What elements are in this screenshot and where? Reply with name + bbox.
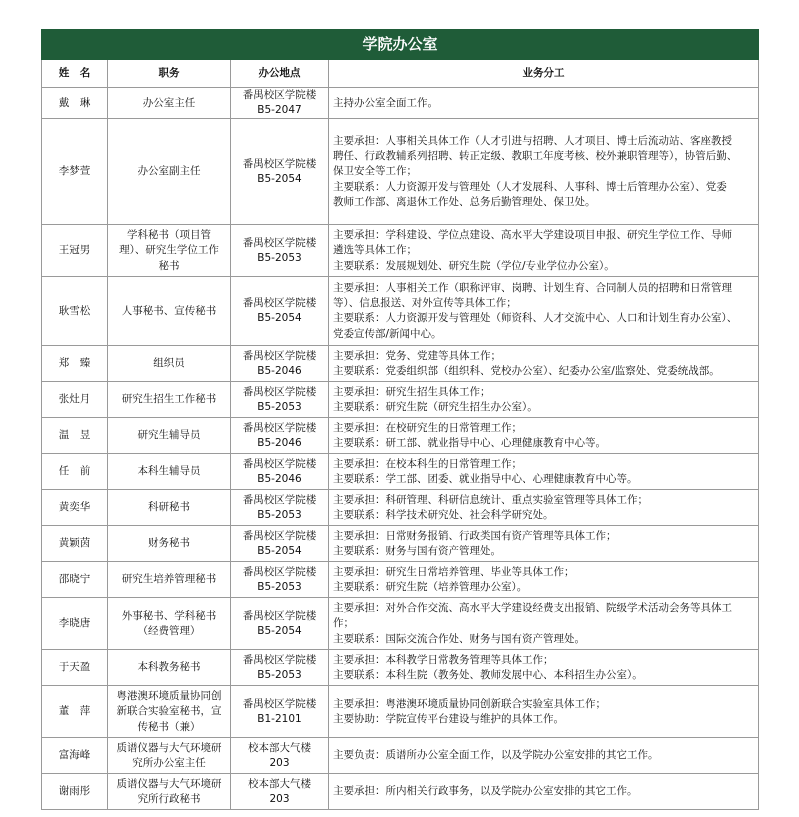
table-row: [42, 346, 759, 382]
duty-line: 作；: [333, 617, 354, 630]
duty-description: [329, 562, 759, 598]
staff-name: 黄奕华: [42, 490, 108, 526]
location-line: B5-2053: [257, 580, 302, 593]
office-location: [231, 490, 329, 526]
duty-line: 主要承担：人事相关工作（职称评审、岗聘、计划生育、合同制人员的招聘和日常管理: [333, 282, 732, 294]
duty-line: 主要负责：质谱所办公室全面工作，以及学院办公室安排的其它工作。: [333, 749, 659, 762]
location-line: 番禺校区学院楼: [242, 653, 317, 666]
duty-line: 主要联系：研工部、就业指导中心、心理健康教育中心等。: [333, 436, 606, 449]
duty-line: 主要承担：人事相关具体工作（人才引进与招聘、人才项目、博士后流动站、客座教授: [333, 134, 732, 147]
table-body: [42, 88, 759, 810]
location-line: 番禺校区学院楼: [242, 697, 317, 710]
staff-name: 邵晓宁: [42, 562, 108, 598]
office-location: [231, 418, 329, 454]
office-location: [231, 382, 329, 418]
duty-line: 主要联系：研究生院（研究生招生办公室）。: [333, 400, 538, 413]
staff-position: 研究生培养管理秘书: [108, 562, 231, 598]
duty-line: 主要承担：日常财务报销、行政类国有资产管理等具体工作；: [333, 529, 617, 542]
location-line: 校本部大气楼: [248, 741, 311, 754]
office-staff-table: [41, 29, 759, 810]
table-row: [42, 738, 759, 774]
location-line: B5-2053: [257, 508, 302, 521]
staff-position: 质谱仪器与大气环境研究所办公室主任: [108, 738, 231, 774]
duty-line: 教师工作部、离退休工作处、总务后勤管理处、保卫处。: [333, 195, 596, 208]
location-line: 番禺校区学院楼: [242, 236, 317, 249]
location-line: 校本部大气楼: [248, 777, 311, 790]
duty-line: 主要联系：发展规划处、研究生院（学位/专业学位办公室）。: [333, 259, 615, 272]
duty-description: [329, 454, 759, 490]
staff-position: 科研秘书: [108, 490, 231, 526]
location-line: 番禺校区学院楼: [242, 565, 317, 578]
table-row: [42, 277, 759, 346]
location-line: 番禺校区学院楼: [242, 157, 317, 170]
location-line: 番禺校区学院楼: [242, 529, 317, 542]
duty-description: [329, 418, 759, 454]
duty-line: 主要承担：所内相关行政事务，以及学院办公室安排的其它工作。: [333, 785, 638, 798]
location-line: 203: [269, 756, 290, 769]
location-line: 203: [269, 792, 290, 805]
duty-line: 主要承担：学科建设、学位点建设、高水平大学建设项目申报、研究生学位工作、导师: [333, 229, 732, 242]
duty-line: 主要承担：对外合作交流、高水平大学建设经费支出报销、院级学术活动会务等具体工: [333, 602, 732, 615]
staff-name: 郑 臻: [42, 346, 108, 382]
duty-line: 主要承担：粤港澳环境质量协同创新联合实验室具体工作；: [333, 697, 606, 710]
office-location: [231, 277, 329, 346]
staff-name: 董 萍: [42, 686, 108, 738]
duty-line: 主要联系：研究生院（培养管理办公室）。: [333, 580, 528, 593]
staff-position: 外事秘书、学科秘书（经费管理）: [108, 598, 231, 650]
staff-position: 组织员: [108, 346, 231, 382]
duty-line: 遴选等具体工作；: [333, 244, 417, 257]
location-line: 番禺校区学院楼: [242, 385, 317, 398]
duty-description: [329, 738, 759, 774]
table-row: [42, 418, 759, 454]
duty-line: 主要联系：党委组织部（组织科、党校办公室）、纪委办公室/监察处、党委统战部。: [333, 364, 720, 377]
duty-line: 主要联系：科学技术研究处、社会科学研究处。: [333, 508, 554, 521]
duty-description: [329, 382, 759, 418]
duty-line: 主要承担：本科教学日常教务管理等具体工作；: [333, 653, 554, 666]
staff-position: 办公室副主任: [108, 119, 231, 225]
table-row: [42, 88, 759, 119]
staff-name: 任 前: [42, 454, 108, 490]
staff-name: 黄颖茵: [42, 526, 108, 562]
office-location: [231, 650, 329, 686]
office-location: [231, 454, 329, 490]
duty-line: 党委宣传部/新闻中心。: [333, 327, 442, 340]
table-row: [42, 562, 759, 598]
duty-description: [329, 650, 759, 686]
duty-line: 主要联系：财务与国有资产管理处。: [333, 544, 501, 557]
duty-description: [329, 526, 759, 562]
staff-position: 粤港澳环境质量协同创新联合实验室秘书，宣传秘书（兼）: [108, 686, 231, 738]
staff-position: 办公室主任: [108, 88, 231, 119]
staff-position: 学科秘书（项目管理）、研究生学位工作秘书: [108, 225, 231, 277]
duty-description: [329, 346, 759, 382]
office-table-container: [41, 29, 758, 810]
location-line: B5-2046: [257, 436, 302, 449]
location-line: B5-2054: [257, 624, 302, 637]
duty-line: 主持办公室全面工作。: [333, 96, 438, 109]
staff-name: 于天盈: [42, 650, 108, 686]
duty-line: 主要联系：学工部、团委、就业指导中心、心理健康教育中心等。: [333, 472, 638, 485]
location-line: 番禺校区学院楼: [242, 493, 317, 506]
staff-position: 研究生辅导员: [108, 418, 231, 454]
location-line: 番禺校区学院楼: [242, 421, 317, 434]
header-duties: 业务分工: [329, 60, 759, 88]
location-line: B5-2046: [257, 364, 302, 377]
duty-line: 主要承担：党务、党建等具体工作；: [333, 349, 501, 362]
office-location: [231, 774, 329, 810]
staff-name: 王冠男: [42, 225, 108, 277]
duty-line: 主要联系：本科生院（教务处、教师发展中心、本科招生办公室）。: [333, 668, 643, 681]
duty-line: 主要联系：人力资源开发与管理处（人才发展科、人事科、博士后管理办公室）、党委: [333, 180, 727, 193]
header-name: 姓 名: [42, 60, 108, 88]
staff-position: 本科教务秘书: [108, 650, 231, 686]
staff-name: 温 昱: [42, 418, 108, 454]
table-row: [42, 686, 759, 738]
location-line: B5-2047: [257, 104, 302, 117]
duty-description: [329, 598, 759, 650]
staff-position: 质谱仪器与大气环境研究所行政秘书: [108, 774, 231, 810]
office-location: [231, 225, 329, 277]
duty-line: 主要承担：研究生招生具体工作；: [333, 385, 491, 398]
duty-line: 主要联系：人力资源开发与管理处（师资科、人才交流中心、人口和计划生育办公室）、: [333, 312, 738, 325]
duty-line: 聘任、行政教辅系列招聘、转正定级、教职工年度考核、校外兼职管理等），协管后勤、: [333, 150, 738, 163]
table-row: [42, 382, 759, 418]
duty-line: 主要承担：研究生日常培养管理、毕业等具体工作；: [333, 565, 575, 578]
duty-description: [329, 774, 759, 810]
office-location: [231, 526, 329, 562]
office-location: [231, 686, 329, 738]
duty-line: 主要承担：在校研究生的日常管理工作；: [333, 421, 522, 434]
office-location: [231, 346, 329, 382]
location-line: 番禺校区学院楼: [242, 609, 317, 622]
office-location: [231, 88, 329, 119]
table-title: 学院办公室: [42, 30, 759, 60]
location-line: B5-2046: [257, 472, 302, 485]
table-row: [42, 490, 759, 526]
duty-line: 主要承担：科研管理、科研信息统计、重点实验室管理等具体工作；: [333, 493, 648, 506]
table-row: [42, 454, 759, 490]
office-location: [231, 562, 329, 598]
table-row: [42, 119, 759, 225]
staff-name: 耿雪松: [42, 277, 108, 346]
staff-position: 研究生招生工作秘书: [108, 382, 231, 418]
header-location: 办公地点: [231, 60, 329, 88]
duty-description: [329, 225, 759, 277]
staff-position: 本科生辅导员: [108, 454, 231, 490]
duty-line: 主要联系：国际交流合作处、财务与国有资产管理处。: [333, 632, 585, 645]
duty-line: 保卫安全等工作；: [333, 165, 417, 178]
duty-description: [329, 88, 759, 119]
table-row: [42, 650, 759, 686]
header-position: 职务: [108, 60, 231, 88]
staff-position: 人事秘书、宣传秘书: [108, 277, 231, 346]
location-line: 番禺校区学院楼: [242, 457, 317, 470]
office-location: [231, 738, 329, 774]
duty-description: [329, 119, 759, 225]
duty-description: [329, 490, 759, 526]
staff-name: 李梦萱: [42, 119, 108, 225]
location-line: B5-2054: [257, 312, 302, 325]
staff-name: 李晓唐: [42, 598, 108, 650]
staff-name: 戴 琳: [42, 88, 108, 119]
table-row: [42, 598, 759, 650]
table-row: [42, 774, 759, 810]
location-line: B5-2053: [257, 668, 302, 681]
table-row: [42, 526, 759, 562]
office-location: [231, 119, 329, 225]
location-line: B5-2053: [257, 400, 302, 413]
table-row: [42, 225, 759, 277]
duty-line: 主要协助：学院宣传平台建设与维护的具体工作。: [333, 712, 564, 725]
duty-description: [329, 277, 759, 346]
staff-name: 富海峰: [42, 738, 108, 774]
office-location: [231, 598, 329, 650]
location-line: 番禺校区学院楼: [242, 89, 317, 101]
location-line: B5-2054: [257, 172, 302, 185]
staff-position: 财务秘书: [108, 526, 231, 562]
location-line: B1-2101: [257, 712, 302, 725]
staff-name: 张灶月: [42, 382, 108, 418]
location-line: 番禺校区学院楼: [242, 349, 317, 362]
duty-line: 主要承担：在校本科生的日常管理工作；: [333, 457, 522, 470]
location-line: B5-2054: [257, 544, 302, 557]
location-line: B5-2053: [257, 251, 302, 264]
location-line: 番禺校区学院楼: [242, 297, 317, 310]
staff-name: 谢雨彤: [42, 774, 108, 810]
duty-description: [329, 686, 759, 738]
duty-line: 等）、信息报送、对外宣传等具体工作；: [333, 297, 517, 310]
